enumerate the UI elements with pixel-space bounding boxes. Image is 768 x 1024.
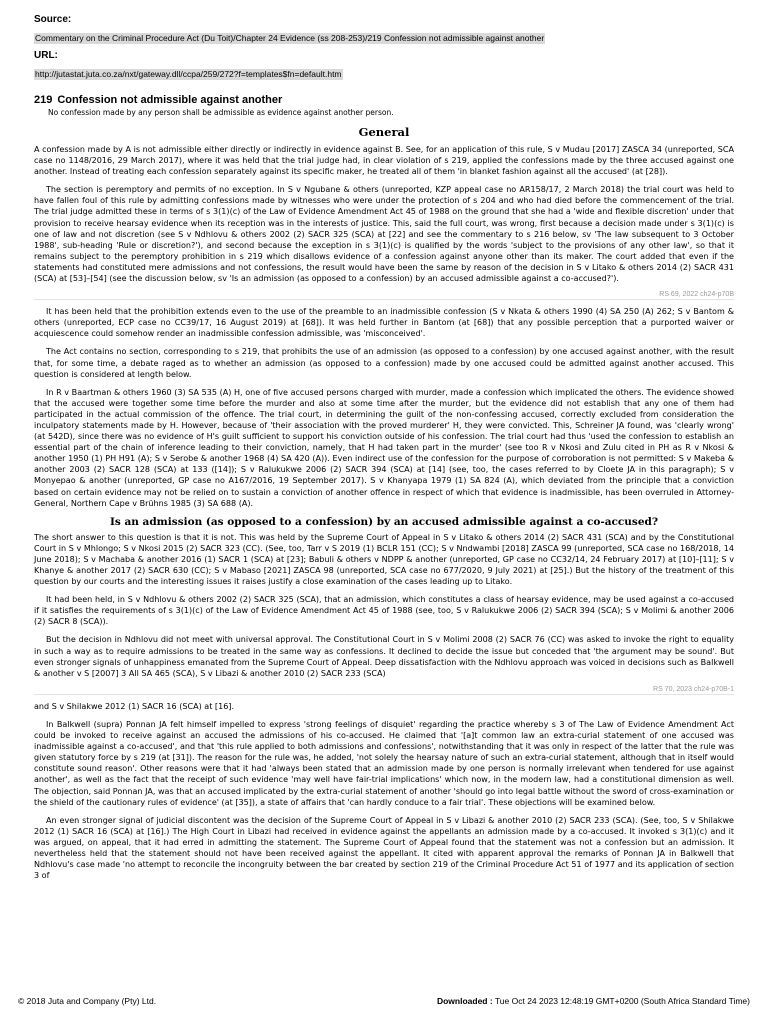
copyright-notice: © 2018 Juta and Company (Pty) Ltd. — [18, 996, 157, 1006]
page-reference: RS 69, 2022 ch24-p70B — [34, 291, 734, 300]
section-title: Confession not admissible against another — [57, 94, 283, 106]
paragraph: It had been held, in S v Ndhlovu & others 2002 (2) SACR 325 (SCA), that an admission, which constitutes a class of hearsay evidence, may be used against a co-accused if it satisfies the requirements of s 3(1)(c) of the Law of Evidence Amendment Act 45 of 1988 (see, too, S v Ralukukwe 2006 (2) SACR 394 (SCA); S v Molimi & another 2006 (2) SACR 8 (SCA)). — [34, 595, 734, 627]
downloaded-label: Downloaded : — [436, 996, 493, 1006]
downloaded-timestamp: Tue Oct 24 2023 12:48:19 GMT+0200 (South Africa Standard Time) — [494, 996, 750, 1006]
page-footer — [18, 996, 750, 1006]
document-page — [34, 14, 734, 888]
download-info — [437, 996, 750, 1006]
url-link[interactable]: http://jutastat.juta.co.za/nxt/gateway.dll/ccpa/259/272?f=templates$fn=default.htm — [35, 69, 342, 79]
paragraph: It has been held that the prohibition extends even to the use of the preamble to an inadmissible confession (S v Nkata & others 1990 (4) SA 250 (A) 262; S v Bantom & others (unreported, ECP case no CC39/17, 16 August 2019) at [68]). It was held further in Bantom (at [68]) that any possible perception that a purported waiver or acquiescence could somehow render an inadmissible confession admissible, was 'misconceived'. — [34, 307, 734, 339]
source-label: Source: — [34, 14, 72, 25]
section-heading — [34, 94, 734, 106]
paragraph: The Act contains no section, corresponding to s 219, that prohibits the use of an admission (as opposed to a confession) by one accused against another, with the result that, for some time, a debate raged as to whether an admission (as opposed to a confession) made by one accused could be admitted against another accused. This question is considered at length below. — [34, 347, 734, 379]
url-label: URL: — [34, 50, 58, 61]
paragraph: But the decision in Ndhlovu did not meet with universal approval. The Constitutional Court in S v Molimi 2008 (2) SACR 76 (CC) was asked to invoke the right to equality in such a way as to require admissions to be treated in the same way as confessions. It declined to decide the issue but conceded that 'the argument may be sound'. But even stronger signals of unhappiness emanated from the Supreme Court of Appeal. Deep dissatisfaction with the Ndhlovu approach was voiced in decisions such as Balkwell & another v S [2007] 3 All SA 465 (SCA), S v Libazi & another 2010 (2) SACR 233 (SCA) — [34, 635, 734, 678]
source-link[interactable]: Commentary on the Criminal Procedure Act (Du Toit)/Chapter 24 Evidence (ss 208-253)/219 Confession not admissible against another — [35, 33, 545, 43]
paragraph: In R v Baartman & others 1960 (3) SA 535 (A) H, one of five accused persons charged with murder, made a confession which implicated the others. The evidence showed that the accused were together some time before the murder and also at some time after the murder, but the evidence did not establish that any one of them had participated in the actual commission of the offence. The trial court, in determining the guilt of the non-confessing accused, correctly excluded from consideration the inculpatory statements made by H. However, because of 'their association with the proved murderer' H, they were convicted. This, Schreiner JA found, was 'clearly wrong' (at 542D), since there was no evidence of H's guilt sufficient to support his conviction outside of his confession. The trial court had thus 'used the confession to establish an essential part of the chain of inference leading to their conviction, namely, that H had taken part in the murder' (see too R v Nkosi and Zulu cited in PH as R v Nkosi & another 1950 (1) PH H91 (A); S v Serobe & another 1968 (4) SA 420 (A)). Even indirect use of the confession for the purpose of corroboration is not permitted: S v Makeba & another 2003 (2) SACR 128 (SCA) at 133 ([14]); S v Ralukukwe 2006 (2) SACR 394 (SCA) at [14] (see, too, the cases referred to by Cloete JA in this paragraph); S v Monyepao & another (unreported, GP case no A167/2016, 19 September 2017). S v Khanyapa 1979 (1) SA 824 (A), which deviated from the principle that a conviction based on certain evidence may not be relied on to sustain a conviction of another offence in respect of which that evidence is inadmissible, has been overruled in Attorney-General, Northern Cape v Brühns 1985 (3) SA 688 (A). — [34, 387, 734, 508]
paragraph: The section is peremptory and permits of no exception. In S v Ngubane & others (unreported, KZP appeal case no AR158/17, 2 March 2018) the trial court was held to have fallen foul of this rule by admitting confessions made by witnesses who were under the protection of s 204 and who had died before the commencement of the trial. The trial judge admitted these in terms of s 3(1)(c) of the Law of Evidence Amendment Act 45 of 1988 on the ground that she had a 'wide and flexible discretion' under that provision to receive hearsay evidence when its reception was in the interests of justice. This, said the full court, was wrong, first because a decision made under s 3(1)(c) is one of law and not discretion (see S v Ndhlovu & others 2002 (2) SACR 325 (SCA) at [22] and see the commentary to s 216 below, sv 'The law subsequent to 3 October 1988', sub-heading 'Rule or discretion?'), and second because the exception in s 3(1)(c) is qualified by the words 'subject to the provisions of any other law', so that it remains subject to the peremptory prohibition in s 219 which disallows evidence of a confession against anyone other than its maker. The court added that even if the statements had constituted mere admissions and not confessions, the result would have been the same by reason of the decision in S v Litako & others 2014 (2) SACR 431 (SCA) at [53]–[54] (see the discussion below, sv 'Is an admission (as opposed to a confession) by an accused admissible against a co-accused?'). — [34, 185, 734, 284]
section-text: No confession made by any person shall be admissible as evidence against another person. — [48, 108, 394, 117]
paragraph: In Balkwell (supra) Ponnan JA felt himself impelled to express 'strong feelings of disquiet' regarding the practice whereby s 3 of The Law of Evidence Amendment Act could be invoked to receive against an accused the admissions of his co-accused. He claimed that '[a]t common law an extra-curial statement of one accused was inadmissible against a co-accused', and that 'this rule applied to both admissions and confessions', notwithstanding that it was only in respect of the latter that the rule was given statutory force by s 219 (at [31]). The reason for the rule was, he added, 'not solely the hearsay nature of such an extra-curial statement, although that in itself would constitute sound reason'. Other reasons were that it had 'always been stated that an admission made by one person is normally irrelevant when tendered for use against another', as well as the fact that the receipt of such evidence 'may well have fair-trial implications' which now, in the modern law, had a constitutional dimension as well. The objection, said Ponnan JA, was that an accused implicated by the extra-curial statement of another 'should go into legal battle without the sword of cross-examination or the shield of the cautionary rules of evidence' (at [35]), a state of affairs that 'can hardly conduce to a fair trial'. These objections will be examined below. — [34, 719, 734, 807]
page-reference: RS 70, 2023 ch24-p70B-1 — [34, 686, 734, 695]
paragraph: The short answer to this question is that it is not. This was held by the Supreme Court of Appeal in S v Litako & others 2014 (2) SACR 431 (SCA) and by the Constitutional Court in S v Mhlongo; S v Nkosi 2015 (2) SACR 323 (CC). (See, too, Tarr v S 2019 (1) BCLR 151 (CC); S v Nndwambi [2018] ZASCA 99 (unreported, SCA case no 168/2018, 14 June 2018); S v Machaba & another 2016 (1) SACR 1 (SCA) at [23]; Babuli & others v NDPP & another (unreported, GP case no CC32/14, 24 February 2017) at [10]–[11]; S v Khanye & another 2017 (2) SACR 630 (CC); S v Mabaso [2021] ZASCA 98 (unreported, SCA case no 677/2020, 9 July 2021) at [25].) But the history of the treatment of this question by our courts and the interesting issues it raises justify a close examination of the cases leading up to Litako. — [34, 532, 734, 587]
section-number: 219 — [34, 94, 53, 106]
paragraph: and S v Shilakwe 2012 (1) SACR 16 (SCA) at [16]. — [34, 701, 235, 711]
heading-admission: Is an admission (as opposed to a confession) by an accused admissible against a co-accused? — [109, 515, 659, 528]
paragraph: A confession made by A is not admissible either directly or indirectly in evidence against B. See, for an application of this rule, S v Mudau [2017] ZASCA 34 (unreported, SCA case no 1148/2016, 29 March 2017), where it was held that the trial judge had, in clear violation of s 219, applied the confessions made by the three accused against one another. Instead of treating each confession separately against its specific maker, he treated all of them 'in blanket fashion against all the accused' (at [28]). — [34, 145, 734, 177]
paragraph: An even stronger signal of judicial discontent was the decision of the Supreme Court of Appeal in S v Libazi & another 2010 (2) SACR 233 (SCA). (See, too, S v Shilakwe 2012 (1) SACR 16 (SCA) at [16].) The High Court in Libazi had received in evidence against the appellants an admission made by a co-accused. It invoked s 3(1)(c) and it was argued, on appeal, that it had erred in admitting the statement. The Supreme Court of Appeal found that the statement was not a confession but an admission. It nevertheless held that the statement should not have been received against the appellant. It cited with apparent approval the remarks of Ponnan JA in Balkwell that Ndhlovu's case made 'no attempt to reconcile the incongruity between the bar created by section 219 of the Criminal Procedure Act 51 of 1977 and its application of section 3 of — [34, 815, 734, 881]
heading-general: General — [358, 125, 410, 139]
